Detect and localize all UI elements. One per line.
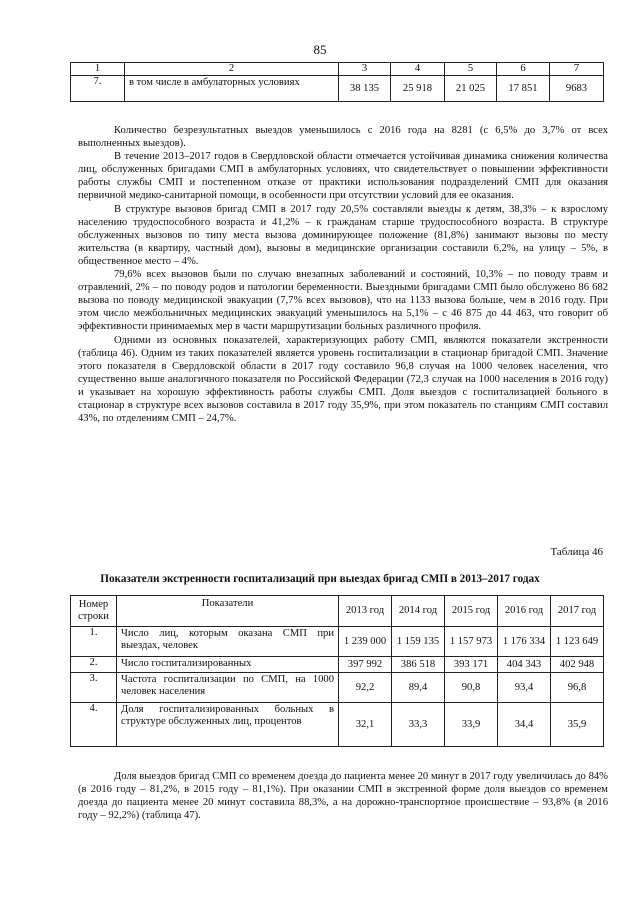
paragraph: Одними из основных показателей, характеризующих работу СМП, являются показатели экстренности (таблица 46). Одним из таких показателей является уровень госпитализации в стационар бригадой СМП. Значение этого показателя в Свердловской области в 2017 году составило 96,8 случая на 1000 человек населения, что существенно выше аналогичного показателя по Российской Федерации (72,3 случая на 1000 населения в 2016 году) и указывает на хорошую эффективность работы службы СМП. Доля выездов с госпитализацией больного в стационар в структуре всех вызовов составила в 2017 году 35,9%, при этом показатель по станциям СМП составил 43%, по отделениям СМП – 24,7%. bbox=[78, 334, 608, 425]
row-number: 7. bbox=[71, 76, 125, 102]
table-cell: 89,4 bbox=[392, 673, 445, 703]
header-year: 2017 год bbox=[551, 596, 604, 627]
table-title: Показатели экстренности госпитализаций при выездах бригад СМП в 2013–2017 годах bbox=[100, 573, 540, 585]
table-row bbox=[71, 703, 604, 747]
column-number: 5 bbox=[445, 63, 497, 76]
header-row-number: Номер строки bbox=[71, 596, 117, 627]
row-label: в том числе в амбулаторных условиях bbox=[125, 76, 339, 102]
continued-table bbox=[70, 62, 604, 102]
header-year: 2016 год bbox=[498, 596, 551, 627]
table-cell: 96,8 bbox=[551, 673, 604, 703]
row-label: Частота госпитализации по СМП, на 1000 человек населения bbox=[117, 673, 339, 703]
table-cell: 93,4 bbox=[498, 673, 551, 703]
table-cell: 397 992 bbox=[339, 657, 392, 673]
row-number: 4. bbox=[71, 703, 117, 747]
table-cell: 38 135 bbox=[339, 76, 391, 102]
column-number: 2 bbox=[125, 63, 339, 76]
column-number: 7 bbox=[550, 63, 604, 76]
table-cell: 1 239 000 bbox=[339, 627, 392, 657]
page-number: 85 bbox=[313, 42, 327, 57]
table-cell: 34,4 bbox=[498, 703, 551, 747]
paragraph: В течение 2013–2017 годов в Свердловской области отмечается устойчивая динамика снижения количества лиц, обслуженных бригадами СМП в амбулаторных условиях, что свидетельствует о повышении эффективности работы службы СМП и постепенном отказе от практики использования подразделений СМП для оказания первичной медико-санитарной помощи, в особенности при отсутствии условий для ее оказания. bbox=[78, 151, 608, 202]
row-label: Число госпитализированных bbox=[117, 657, 339, 673]
table-cell: 1 123 649 bbox=[551, 627, 604, 657]
table-cell: 25 918 bbox=[391, 76, 445, 102]
row-number: 2. bbox=[71, 657, 117, 673]
row-number: 1. bbox=[71, 627, 117, 657]
paragraph: Доля выездов бригад СМП со временем доезда до пациента менее 20 минут в 2017 году увеличилась до 84% (в 2016 году – 81,2%, в 2015 году – 81,1%). При оказании СМП в экстренной форме доля выездов со временем доезда до пациента менее 20 минут составила 88,3%, а на дорожно-транспортное происшествие – 93,8% (в 2016 году – 92,2%) (таблица 47). bbox=[78, 771, 608, 822]
paragraph: В структуре вызовов бригад СМП в 2017 году 20,5% составляли выезды к детям, 38,3% – к взрослому населению трудоспособного возраста и 41,2% – к гражданам старше трудоспособного возраста. В структуре обслуженных вызовов по типу места вызова доминирующее положение (81,8%) занимают вызовы по месту жительства (в квартиру, частный дом), вызовы в медицинские организации составили 6,2%, на улицу – 5%, в общественное место – 4%. bbox=[78, 203, 608, 267]
table-header-row bbox=[71, 63, 604, 76]
body-text-bottom bbox=[78, 770, 608, 822]
header-year: 2013 год bbox=[339, 596, 392, 627]
body-text bbox=[78, 124, 608, 425]
table-cell: 90,8 bbox=[445, 673, 498, 703]
column-number: 1 bbox=[71, 63, 125, 76]
row-label: Число лиц, которым оказана СМП при выездах, человек bbox=[117, 627, 339, 657]
table-cell: 35,9 bbox=[551, 703, 604, 747]
table-caption: Таблица 46 bbox=[550, 546, 603, 558]
indicators-table bbox=[70, 595, 604, 747]
table-cell: 32,1 bbox=[339, 703, 392, 747]
table-cell: 33,9 bbox=[445, 703, 498, 747]
header-year: 2014 год bbox=[392, 596, 445, 627]
table-cell: 386 518 bbox=[392, 657, 445, 673]
table-cell: 393 171 bbox=[445, 657, 498, 673]
row-label: Доля госпитализированных больных в структуре обслуженных лиц, процентов bbox=[117, 703, 339, 747]
table-row bbox=[71, 657, 604, 673]
table-cell: 1 157 973 bbox=[445, 627, 498, 657]
column-number: 4 bbox=[391, 63, 445, 76]
row-number: 3. bbox=[71, 673, 117, 703]
table-row bbox=[71, 627, 604, 657]
header-indicators: Показатели bbox=[117, 596, 339, 627]
table-cell: 1 159 135 bbox=[392, 627, 445, 657]
table-cell: 404 343 bbox=[498, 657, 551, 673]
table-header-row bbox=[71, 596, 604, 627]
table-row bbox=[71, 673, 604, 703]
paragraph: 79,6% всех вызовов были по случаю внезапных заболеваний и состояний, 10,3% – по поводу травм и отравлений, 2% – по поводу родов и патологии беременности. Выездными бригадами СМП было обслужено 86 682 вызова по поводу медицинской эвакуации (7,7% всех вызовов), что на 1133 вызова больше, чем в 2016 году. При этом число межбольничных медицинских эвакуаций уменьшилось на 5,1% – с 46 875 до 44 463, что говорит об эффективности принимаемых мер в части маршрутизации больных различного профиля. bbox=[78, 269, 608, 333]
table-cell: 21 025 bbox=[445, 76, 497, 102]
table-cell: 402 948 bbox=[551, 657, 604, 673]
table-cell: 92,2 bbox=[339, 673, 392, 703]
table-cell: 17 851 bbox=[497, 76, 550, 102]
column-number: 3 bbox=[339, 63, 391, 76]
table-cell: 33,3 bbox=[392, 703, 445, 747]
table-cell: 9683 bbox=[550, 76, 604, 102]
table-cell: 1 176 334 bbox=[498, 627, 551, 657]
table-row bbox=[71, 76, 604, 102]
paragraph: Количество безрезультатных выездов уменьшилось с 2016 года на 8281 (с 6,5% до 3,7% от всех выполненных выездов). bbox=[78, 125, 608, 150]
header-year: 2015 год bbox=[445, 596, 498, 627]
column-number: 6 bbox=[497, 63, 550, 76]
